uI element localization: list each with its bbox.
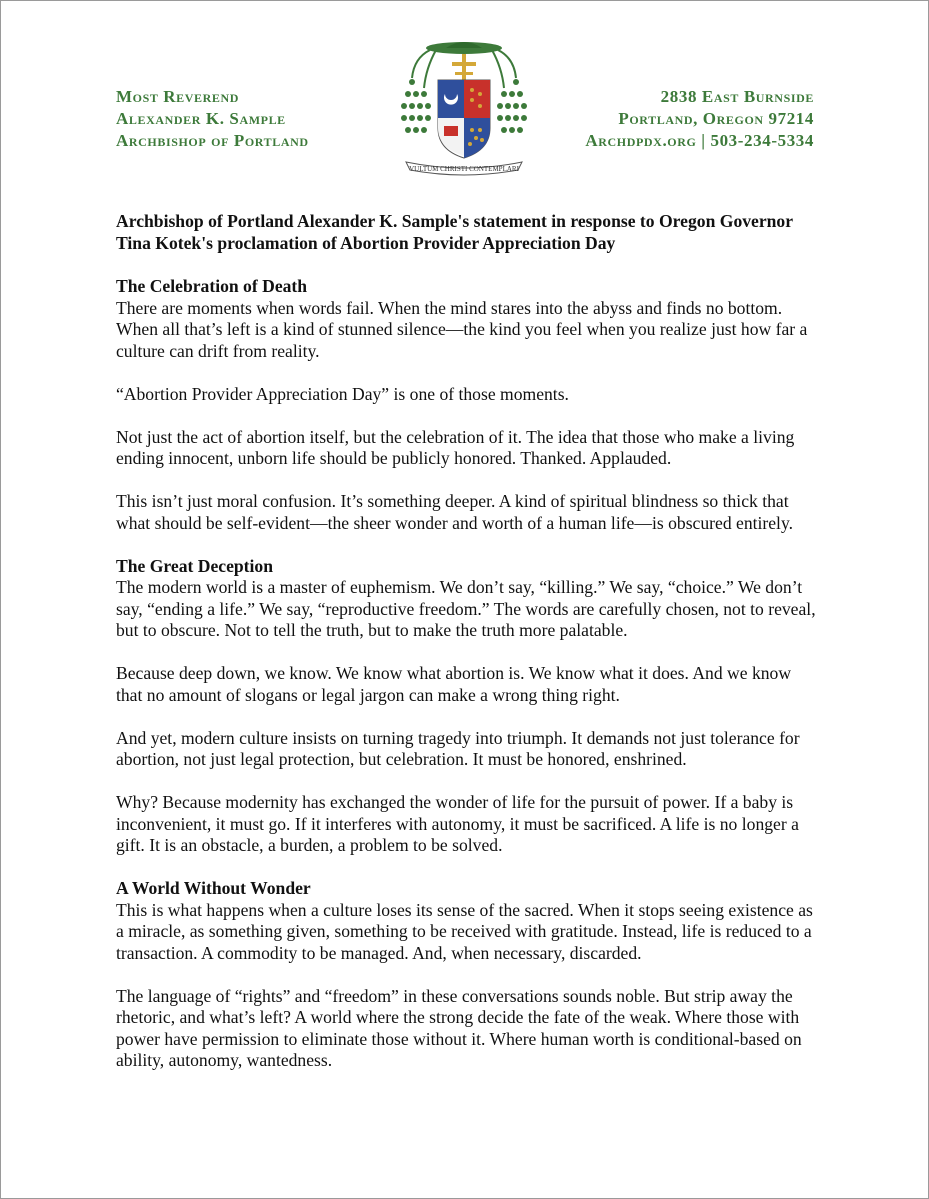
paragraph: Not just the act of abortion itself, but the celebration of it. The idea that those who make a living ending innocent, unborn life should be publicly honored. Thanked. Applauded.	[116, 426, 795, 468]
paragraph: The language of “rights” and “freedom” in these conversations sounds noble. But strip away the rhetoric, and what’s left? A world where the strong decide the fate of the weak. Where those with power have permission to eliminate those without it. Where human worth is conditional-based on ability, autonomy, wantedness.	[116, 985, 802, 1070]
paragraph: There are moments when words fail. When the mind stares into the abyss and finds no bottom. When all that’s left is a kind of stunned silence—the kind you feel when you realize just how far a culture can drift from reality.	[116, 297, 808, 361]
letterhead	[0, 0, 929, 190]
section-heading: A World Without Wonder	[116, 878, 311, 898]
address-contact: Archdpdx.org | 503-234-5334	[585, 131, 814, 150]
section-heading: The Celebration of Death	[116, 276, 308, 296]
address-street: 2838 East Burnside	[660, 87, 814, 106]
document-body	[116, 211, 816, 1093]
sender-name: Alexander K. Sample	[116, 109, 286, 128]
paragraph: The modern world is a master of euphemism. We don’t say, “killing.” We say, “choice.” We don’t say, “ending a life.” We say, “reproductive freedom.” The words are carefully chosen, not to reveal, but to obscure. Not to tell the truth, but to make the truth more palatable.	[116, 577, 816, 640]
letterhead-sender-block	[116, 86, 309, 152]
paragraph: Why? Because modernity has exchanged the wonder of life for the pursuit of power. If a baby is inconvenient, it must go. If it interferes with autonomy, it must be sacrificed. A life is no longer a gift. It is an obstacle, a burden, a problem to be solved.	[116, 792, 799, 855]
paragraph: This is what happens when a culture loses its sense of the sacred. When it stops seeing existence as a miracle, as something given, something to be received with gratitude. Instead, life is reduced to a transaction. A commodity to be managed. And, when necessary, discarded.	[116, 899, 813, 963]
crest-motto: VULTUM CHRISTI CONTEMPLARI	[409, 165, 519, 173]
paragraph: And yet, modern culture insists on turning tragedy into triumph. It demands not just tolerance for abortion, not just legal protection, but celebration. It must be honored, enshrined.	[116, 727, 800, 769]
letterhead-address-block	[585, 86, 814, 152]
sender-title: Archbishop of Portland	[116, 131, 309, 150]
sender-honorific: Most Reverend	[116, 87, 240, 106]
section-heading: The Great Deception	[116, 555, 274, 576]
paragraph: This isn’t just moral confusion. It’s something deeper. A kind of spiritual blindness so thick that what should be self-evident—the sheer wonder and worth of a human life—is obscured entirely.	[116, 491, 793, 533]
document-title: Archbishop of Portland Alexander K. Sample's statement in response to Oregon Governor Tina Kotek's proclamation of Abortion Provider Appreciation Day	[116, 211, 793, 253]
coat-of-arms-crest	[400, 38, 528, 180]
paragraph: “Abortion Provider Appreciation Day” is one of those moments.	[116, 383, 569, 404]
address-city: Portland, Oregon 97214	[618, 109, 814, 128]
paragraph: Because deep down, we know. We know what abortion is. We know what it does. And we know that no amount of slogans or legal jargon can make a wrong thing right.	[116, 663, 792, 705]
